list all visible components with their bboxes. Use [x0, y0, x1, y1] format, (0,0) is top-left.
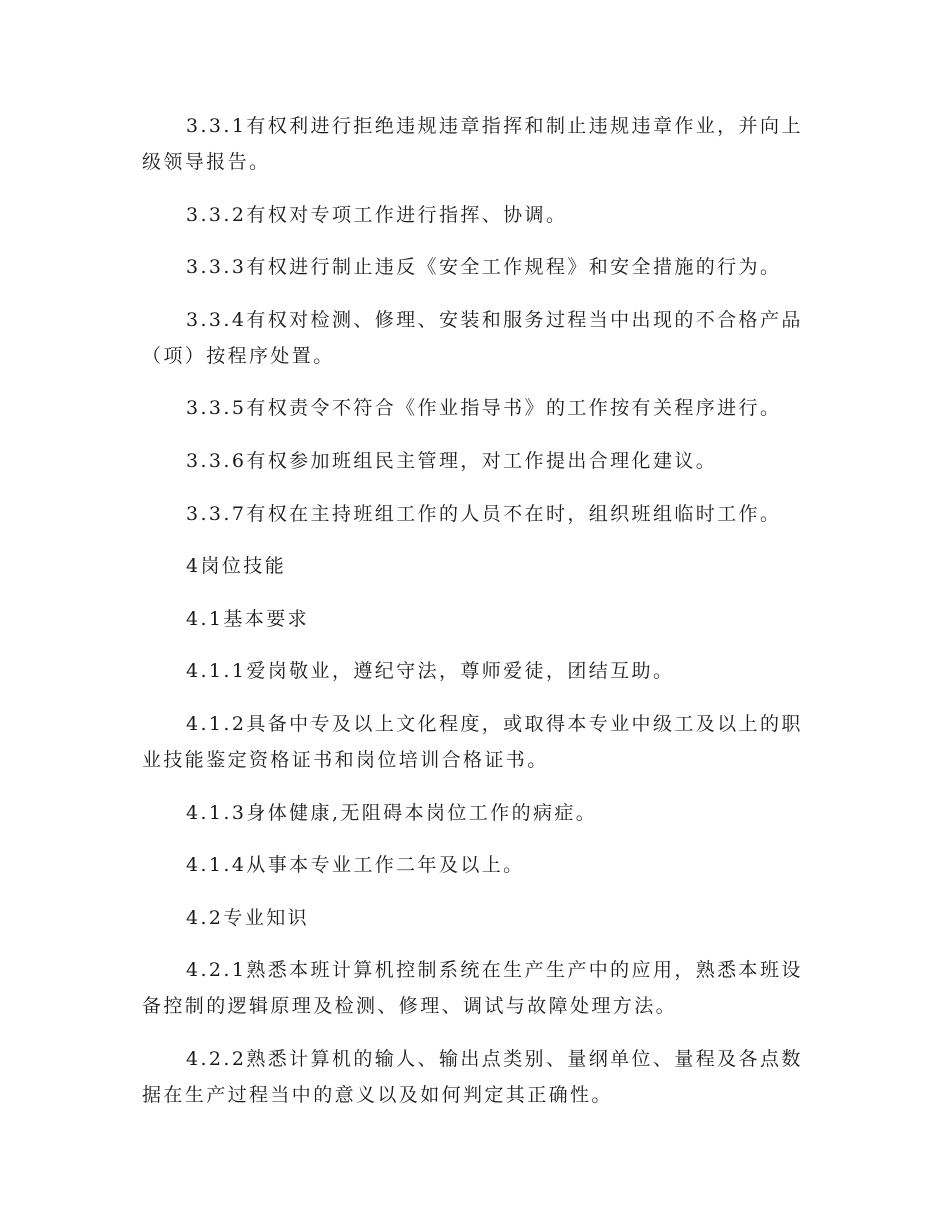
paragraph-3-3-3: 3.3.3有权进行制止违反《安全工作规程》和安全措施的行为。 — [186, 256, 782, 279]
paragraph-3-3-2: 3.3.2有权对专项工作进行指挥、协调。 — [186, 203, 568, 226]
document-body — [142, 108, 810, 1130]
paragraph-4-2-1: 4.2.1熟悉本班计算机控制系统在生产生产中的应用，熟悉本班设备控制的逻辑原理及检测、修理、调试与故障处理方法。 — [142, 959, 803, 1018]
paragraph-4-1-1: 4.1.1爱岗敬业，遵纪守法，尊师爱徒，团结互助。 — [186, 660, 675, 683]
paragraph-3-3-4: 3.3.4有权对检测、修理、安装和服务过程当中出现的不合格产品（项）按程序处置。 — [142, 308, 803, 367]
paragraph-3-3-6: 3.3.6有权参加班组民主管理，对工作提出合理化建议。 — [186, 449, 718, 472]
section-heading-4: 4岗位技能 — [186, 555, 287, 578]
section-heading-4-1: 4.1基本要求 — [186, 607, 310, 630]
section-heading-4-2: 4.2专业知识 — [186, 906, 310, 929]
paragraph-4-1-3: 4.1.3身体健康,无阻碍本岗位工作的病症。 — [186, 801, 598, 824]
paragraph-3-3-1: 3.3.1有权利进行拒绝违规违章指挥和制止违规违章作业，并向上级领导报告。 — [142, 115, 803, 173]
paragraph-3-3-5: 3.3.5有权责令不符合《作业指导书》的工作按有关程序进行。 — [186, 397, 782, 420]
paragraph-4-1-2: 4.1.2具备中专及以上文化程度，或取得本专业中级工及以上的职业技能鉴定资格证书和岗位培训合格证书。 — [142, 712, 803, 771]
paragraph-4-2-2: 4.2.2熟悉计算机的输人、输出点类别、量纲单位、量程及各点数据在生产过程当中的意义以及如何判定其正确性。 — [142, 1047, 803, 1106]
paragraph-3-3-7: 3.3.7有权在主持班组工作的人员不在时，组织班组临时工作。 — [186, 502, 782, 525]
paragraph-4-1-4: 4.1.4从事本专业工作二年及以上。 — [186, 854, 525, 877]
